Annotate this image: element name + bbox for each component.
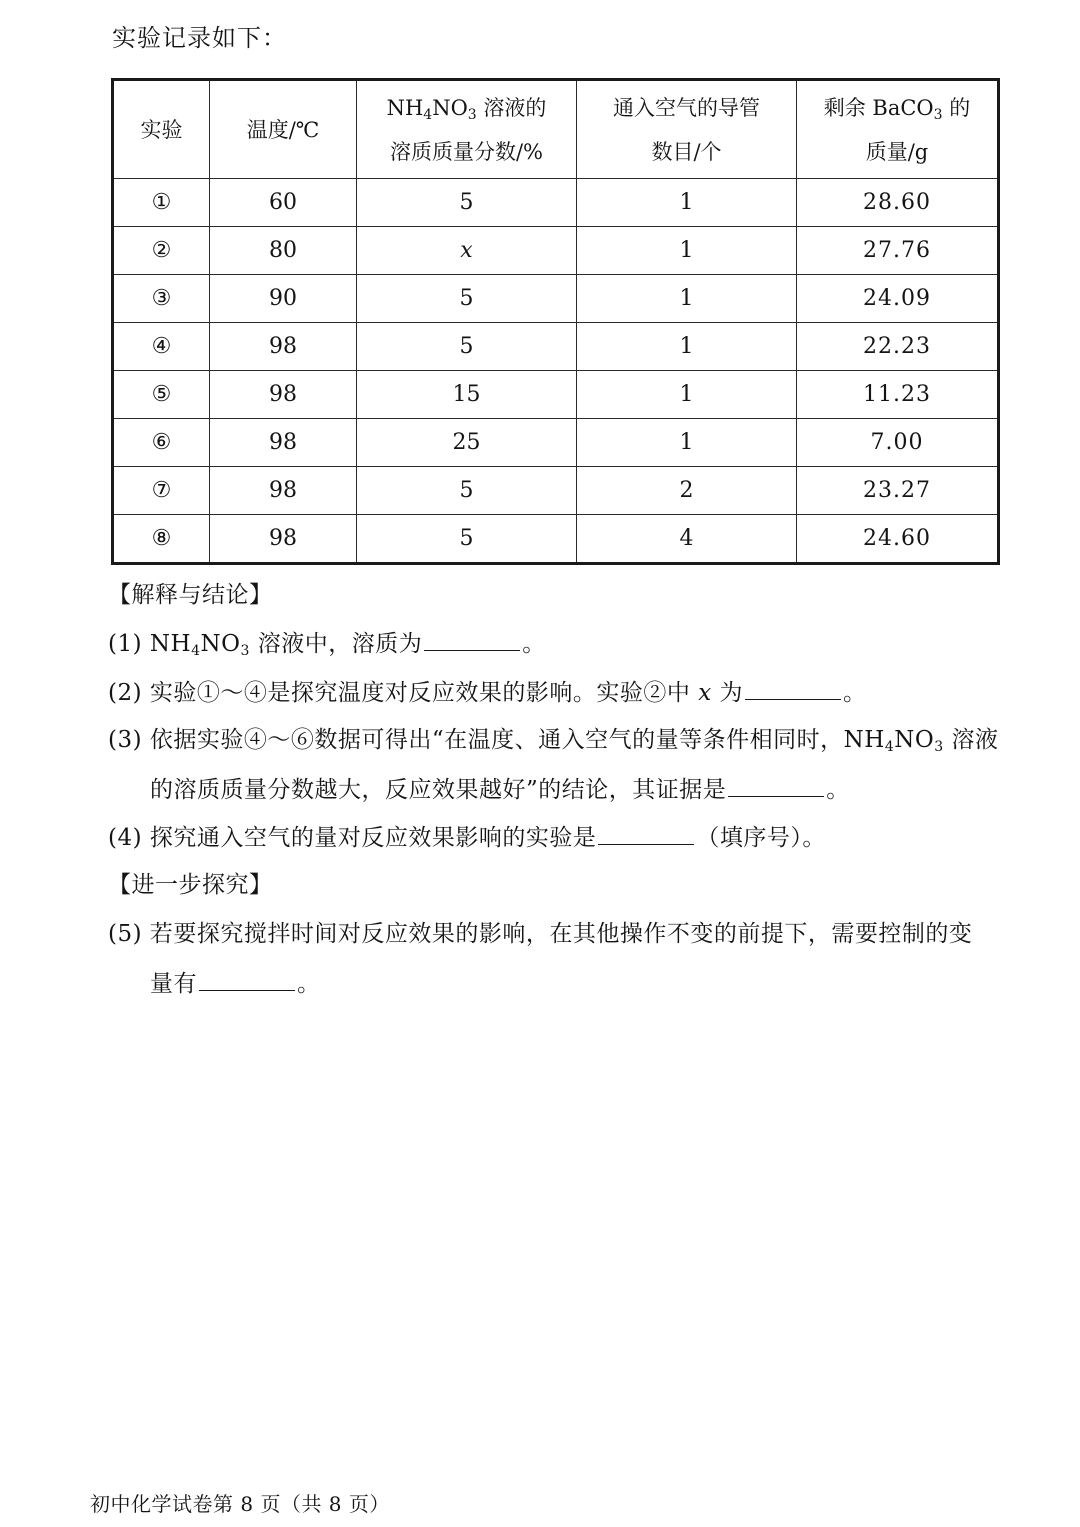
header-mass-fraction: $NH_4NO_3$ 溶液的 溶质质量分数/% <box>357 80 577 179</box>
question-5-line2: 量有 。 <box>150 968 321 999</box>
question-4: (4) 探究通入空气的量对反应效果影响的实验是 （填序号）。 <box>108 822 826 853</box>
table-row <box>113 419 999 467</box>
question-3-line2: 的溶质质量分数越大，反应效果越好”的结论，其证据是 。 <box>150 774 850 805</box>
cell-tubes: 1 <box>577 227 797 275</box>
cell-tubes: 1 <box>577 371 797 419</box>
experiment-table <box>111 78 1000 565</box>
cell-id: ④ <box>113 323 210 371</box>
answer-blank-2[interactable] <box>745 677 841 700</box>
header-temperature: 温度/℃ <box>210 80 357 179</box>
cell-mass: 27.76 <box>797 227 999 275</box>
answer-blank-5[interactable] <box>199 968 295 991</box>
cell-mass: 24.60 <box>797 515 999 564</box>
header-remaining-baco3: 剩余 BaCO$_3$ 的 质量/g <box>797 80 999 179</box>
section-heading-conclusion: 【解释与结论】 <box>108 582 273 608</box>
table-row <box>113 467 999 515</box>
header-air-tubes: 通入空气的导管 数目/个 <box>577 80 797 179</box>
table-row <box>113 323 999 371</box>
cell-tubes: 1 <box>577 419 797 467</box>
cell-tubes: 4 <box>577 515 797 564</box>
cell-tubes: 1 <box>577 179 797 227</box>
cell-frac: 5 <box>357 179 577 227</box>
cell-mass: 24.09 <box>797 275 999 323</box>
cell-frac: x <box>357 227 577 275</box>
cell-mass: 22.23 <box>797 323 999 371</box>
cell-frac: 5 <box>357 323 577 371</box>
cell-id: ① <box>113 179 210 227</box>
answer-blank-4[interactable] <box>598 822 694 845</box>
cell-id: ⑧ <box>113 515 210 564</box>
question-1: (1) $NH_4NO_3$ 溶液中，溶质为 。 <box>108 628 546 659</box>
cell-id: ⑤ <box>113 371 210 419</box>
cell-tubes: 2 <box>577 467 797 515</box>
cell-frac: 15 <box>357 371 577 419</box>
table-row <box>113 275 999 323</box>
intro-text: 实验记录如下： <box>112 24 287 52</box>
answer-blank-1[interactable] <box>424 628 520 651</box>
cell-temp: 98 <box>210 515 357 564</box>
cell-temp: 98 <box>210 467 357 515</box>
cell-id: ⑥ <box>113 419 210 467</box>
cell-mass: 23.27 <box>797 467 999 515</box>
cell-mass: 7.00 <box>797 419 999 467</box>
cell-tubes: 1 <box>577 323 797 371</box>
cell-mass: 28.60 <box>797 179 999 227</box>
table-header-row <box>113 80 999 179</box>
question-2: (2) 实验①～④是探究温度对反应效果的影响。实验②中 x 为 。 <box>108 677 867 708</box>
cell-tubes: 1 <box>577 275 797 323</box>
section-heading-further: 【进一步探究】 <box>108 872 273 898</box>
page-footer: 初中化学试卷第 8 页（共 8 页） <box>90 1492 390 1516</box>
cell-temp: 98 <box>210 371 357 419</box>
answer-blank-3[interactable] <box>728 774 824 797</box>
cell-temp: 80 <box>210 227 357 275</box>
table-row <box>113 179 999 227</box>
cell-id: ③ <box>113 275 210 323</box>
cell-frac: 25 <box>357 419 577 467</box>
question-3: (3) 依据实验④～⑥数据可得出“在温度、通入空气的量等条件相同时，$NH_4NO_3$ 溶液 <box>108 727 999 755</box>
cell-mass: 11.23 <box>797 371 999 419</box>
table-row <box>113 371 999 419</box>
cell-temp: 90 <box>210 275 357 323</box>
cell-temp: 98 <box>210 323 357 371</box>
table-row <box>113 515 999 564</box>
cell-frac: 5 <box>357 467 577 515</box>
cell-frac: 5 <box>357 515 577 564</box>
cell-temp: 98 <box>210 419 357 467</box>
table-row <box>113 227 999 275</box>
cell-id: ② <box>113 227 210 275</box>
cell-id: ⑦ <box>113 467 210 515</box>
question-5: (5) 若要探究搅拌时间对反应效果的影响，在其他操作不变的前提下，需要控制的变 <box>108 921 973 947</box>
cell-frac: 5 <box>357 275 577 323</box>
header-experiment: 实验 <box>113 80 210 179</box>
cell-temp: 60 <box>210 179 357 227</box>
